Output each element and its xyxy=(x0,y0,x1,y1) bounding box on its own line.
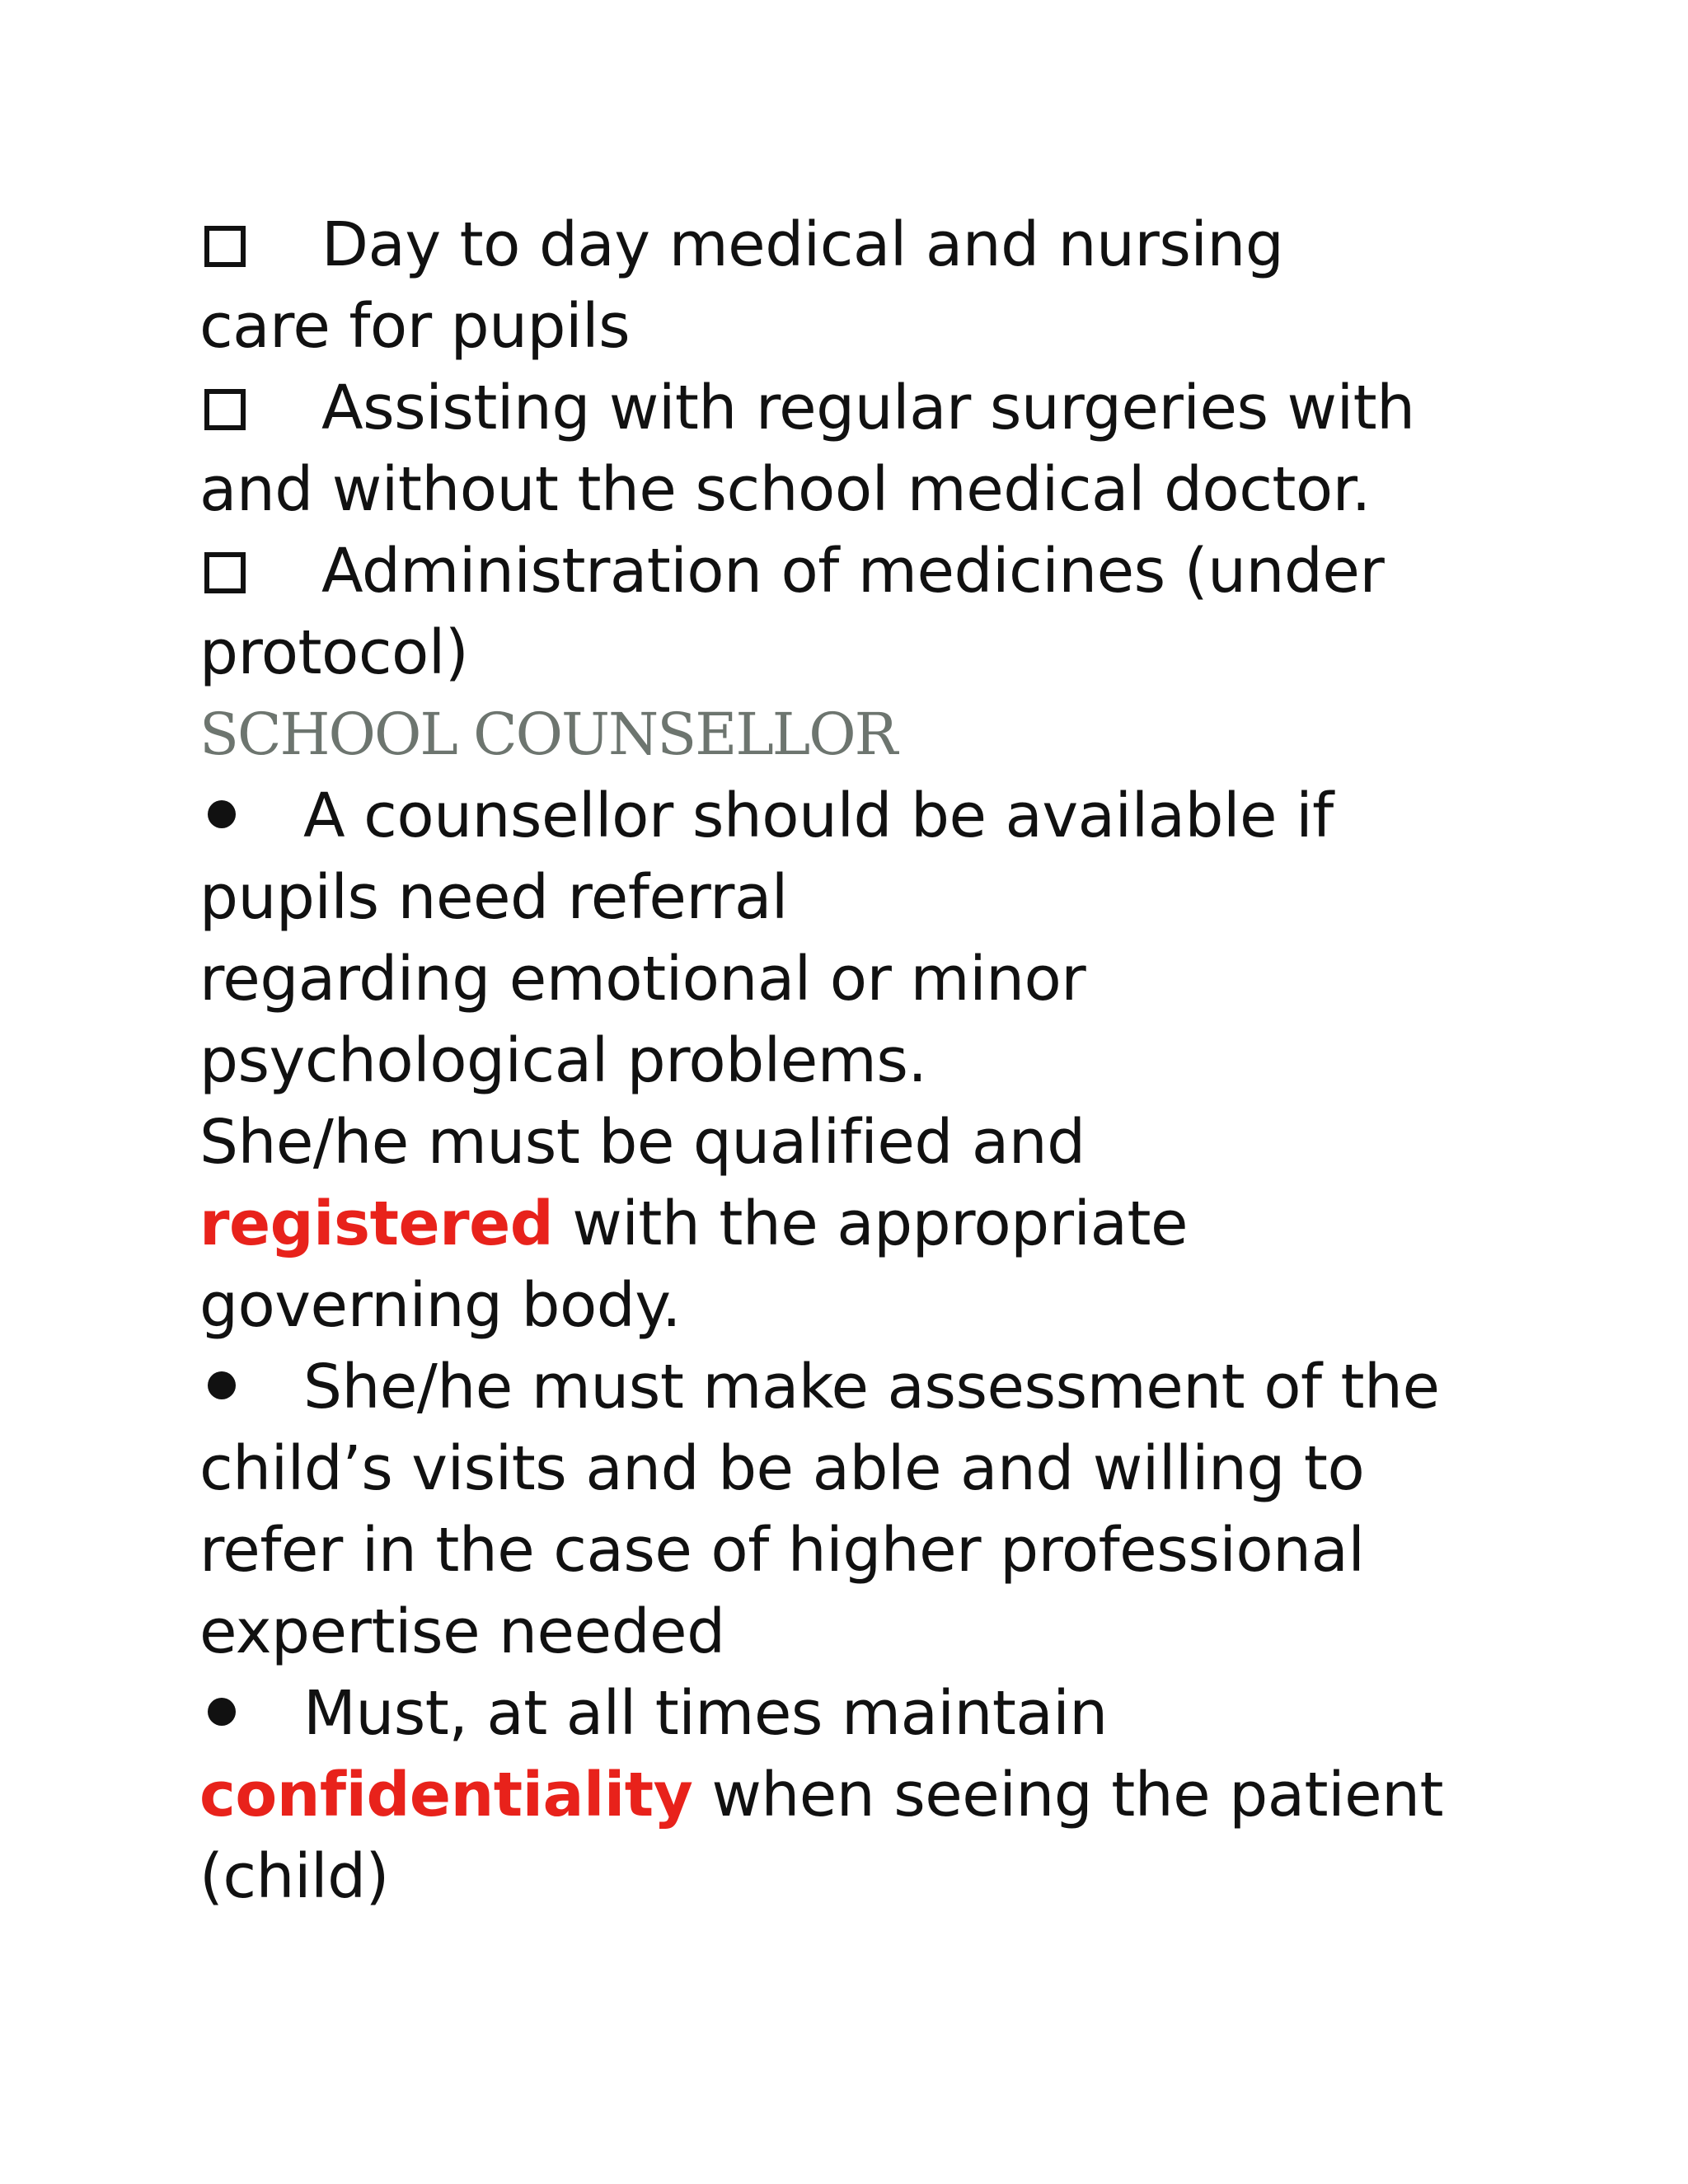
bullet-item-2 xyxy=(199,1347,1518,1428)
bullet-icon xyxy=(208,800,236,828)
checklist-item-2-cont xyxy=(199,449,1518,531)
section-heading: SCHOOL COUNSELLOR xyxy=(199,701,897,768)
text-segment: with the appropriate xyxy=(553,1188,1188,1259)
checklist-item-3-line-2: protocol) xyxy=(199,617,469,688)
checklist-item-3 xyxy=(199,531,1518,612)
text-line: governing body. xyxy=(199,1270,682,1341)
checklist-item-3-line-1: Administration of medicines (under xyxy=(321,536,1385,607)
highlight-registered: registered xyxy=(199,1188,554,1259)
bullet-icon xyxy=(208,1698,236,1726)
checklist-item-1-line-2: care for pupils xyxy=(199,291,631,362)
document-body xyxy=(199,204,1518,1918)
bullet-item-3-line-1: Must, at all times maintain xyxy=(303,1678,1108,1749)
text-line: psychological problems. xyxy=(199,1025,927,1096)
checkbox-icon xyxy=(204,552,246,593)
checkbox-icon xyxy=(204,226,246,267)
text-line: (child) xyxy=(199,1841,389,1912)
checklist-item-2 xyxy=(199,368,1518,449)
bullet-item-1 xyxy=(199,776,1518,857)
checklist-item-2-line-1: Assisting with regular surgeries with xyxy=(321,373,1415,443)
bullet-item-2-line-1: She/he must make assessment of the xyxy=(303,1352,1440,1422)
checklist-item-1-cont xyxy=(199,286,1518,368)
bullet-item-3 xyxy=(199,1673,1518,1755)
text-line: child’s visits and be able and willing to xyxy=(199,1433,1365,1504)
text-line: She/he must be qualified and xyxy=(199,1107,1085,1178)
highlight-confidentiality: confidentiality xyxy=(199,1760,693,1830)
text-line: refer in the case of higher professional xyxy=(199,1515,1365,1586)
bullet-icon xyxy=(208,1371,236,1399)
checklist-item-2-line-2: and without the school medical doctor. xyxy=(199,454,1371,525)
bullet-item-1-line-1: A counsellor should be available if xyxy=(303,780,1334,851)
text-segment: when seeing the patient xyxy=(692,1760,1444,1830)
checklist-item-1-line-1: Day to day medical and nursing xyxy=(321,209,1284,280)
text-line: pupils need referral xyxy=(199,862,788,933)
text-line: expertise needed xyxy=(199,1596,725,1667)
checklist-item-1 xyxy=(199,204,1518,286)
text-line: regarding emotional or minor xyxy=(199,944,1086,1015)
checkbox-icon xyxy=(204,389,246,430)
text-line-with-highlight xyxy=(199,1755,1518,1836)
text-line-with-highlight xyxy=(199,1183,1518,1265)
checklist-item-3-cont xyxy=(199,612,1518,694)
